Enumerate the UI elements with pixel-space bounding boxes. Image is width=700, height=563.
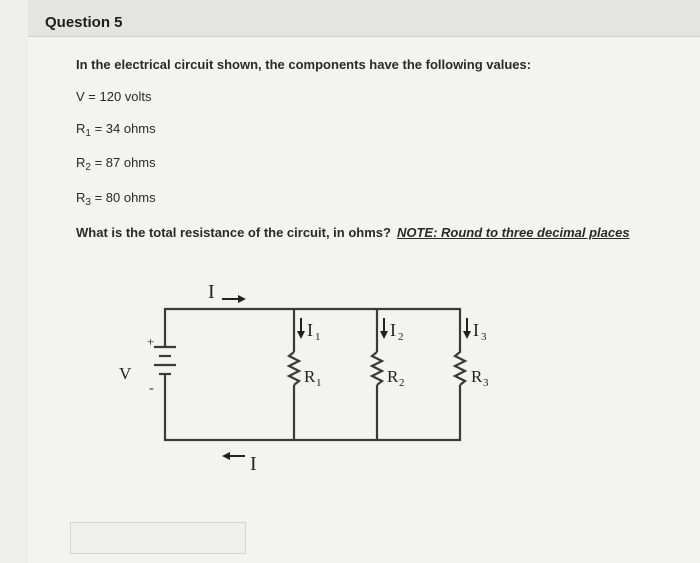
question-title: Question 5: [45, 14, 123, 31]
resistor-r2-label: R: [387, 367, 399, 386]
minus-sign: -: [149, 381, 154, 396]
value-r3: $R_3 = 80$ ohms: [76, 190, 156, 208]
main-current-label-top: I: [208, 281, 215, 303]
main-current-label-bottom: I: [250, 453, 257, 475]
resistor-r1-label: R: [304, 367, 316, 386]
branch-current-i2: I: [390, 320, 396, 340]
resistor-r3-symbol: [455, 340, 465, 385]
resistor-r1-symbol: [289, 352, 299, 385]
answer-input[interactable]: [70, 522, 246, 554]
question-prompt: What is the total resistance of the circuit, in ohms? NOTE: Round to three decimal places: [76, 225, 630, 240]
rounding-note: NOTE: Round to three decimal places: [396, 225, 630, 240]
resistor-r2-symbol: [372, 352, 382, 385]
value-r2: $R_2 = 87$ ohms: [76, 155, 156, 173]
question-intro: In the electrical circuit shown, the components have the following values:: [76, 57, 532, 72]
branch-current-i3-sub: 3: [481, 331, 487, 343]
resistor-r1-sub: 1: [316, 377, 322, 389]
branch-current-i1: I: [307, 320, 313, 340]
branch-current-i3: I: [473, 320, 479, 340]
resistor-r3-sub: 3: [483, 377, 489, 389]
bottom-wire: [165, 385, 460, 440]
resistor-r3-label: R: [471, 367, 483, 386]
source-label: V: [119, 364, 132, 383]
value-r1: $R_1 = 34$ ohms: [76, 121, 156, 139]
value-v: V = 120 volts: [76, 89, 152, 104]
resistor-r2-sub: 2: [399, 377, 405, 389]
branch-current-i1-sub: 1: [315, 331, 321, 343]
plus-sign: +: [147, 334, 155, 349]
branch-current-i2-sub: 2: [398, 331, 404, 343]
